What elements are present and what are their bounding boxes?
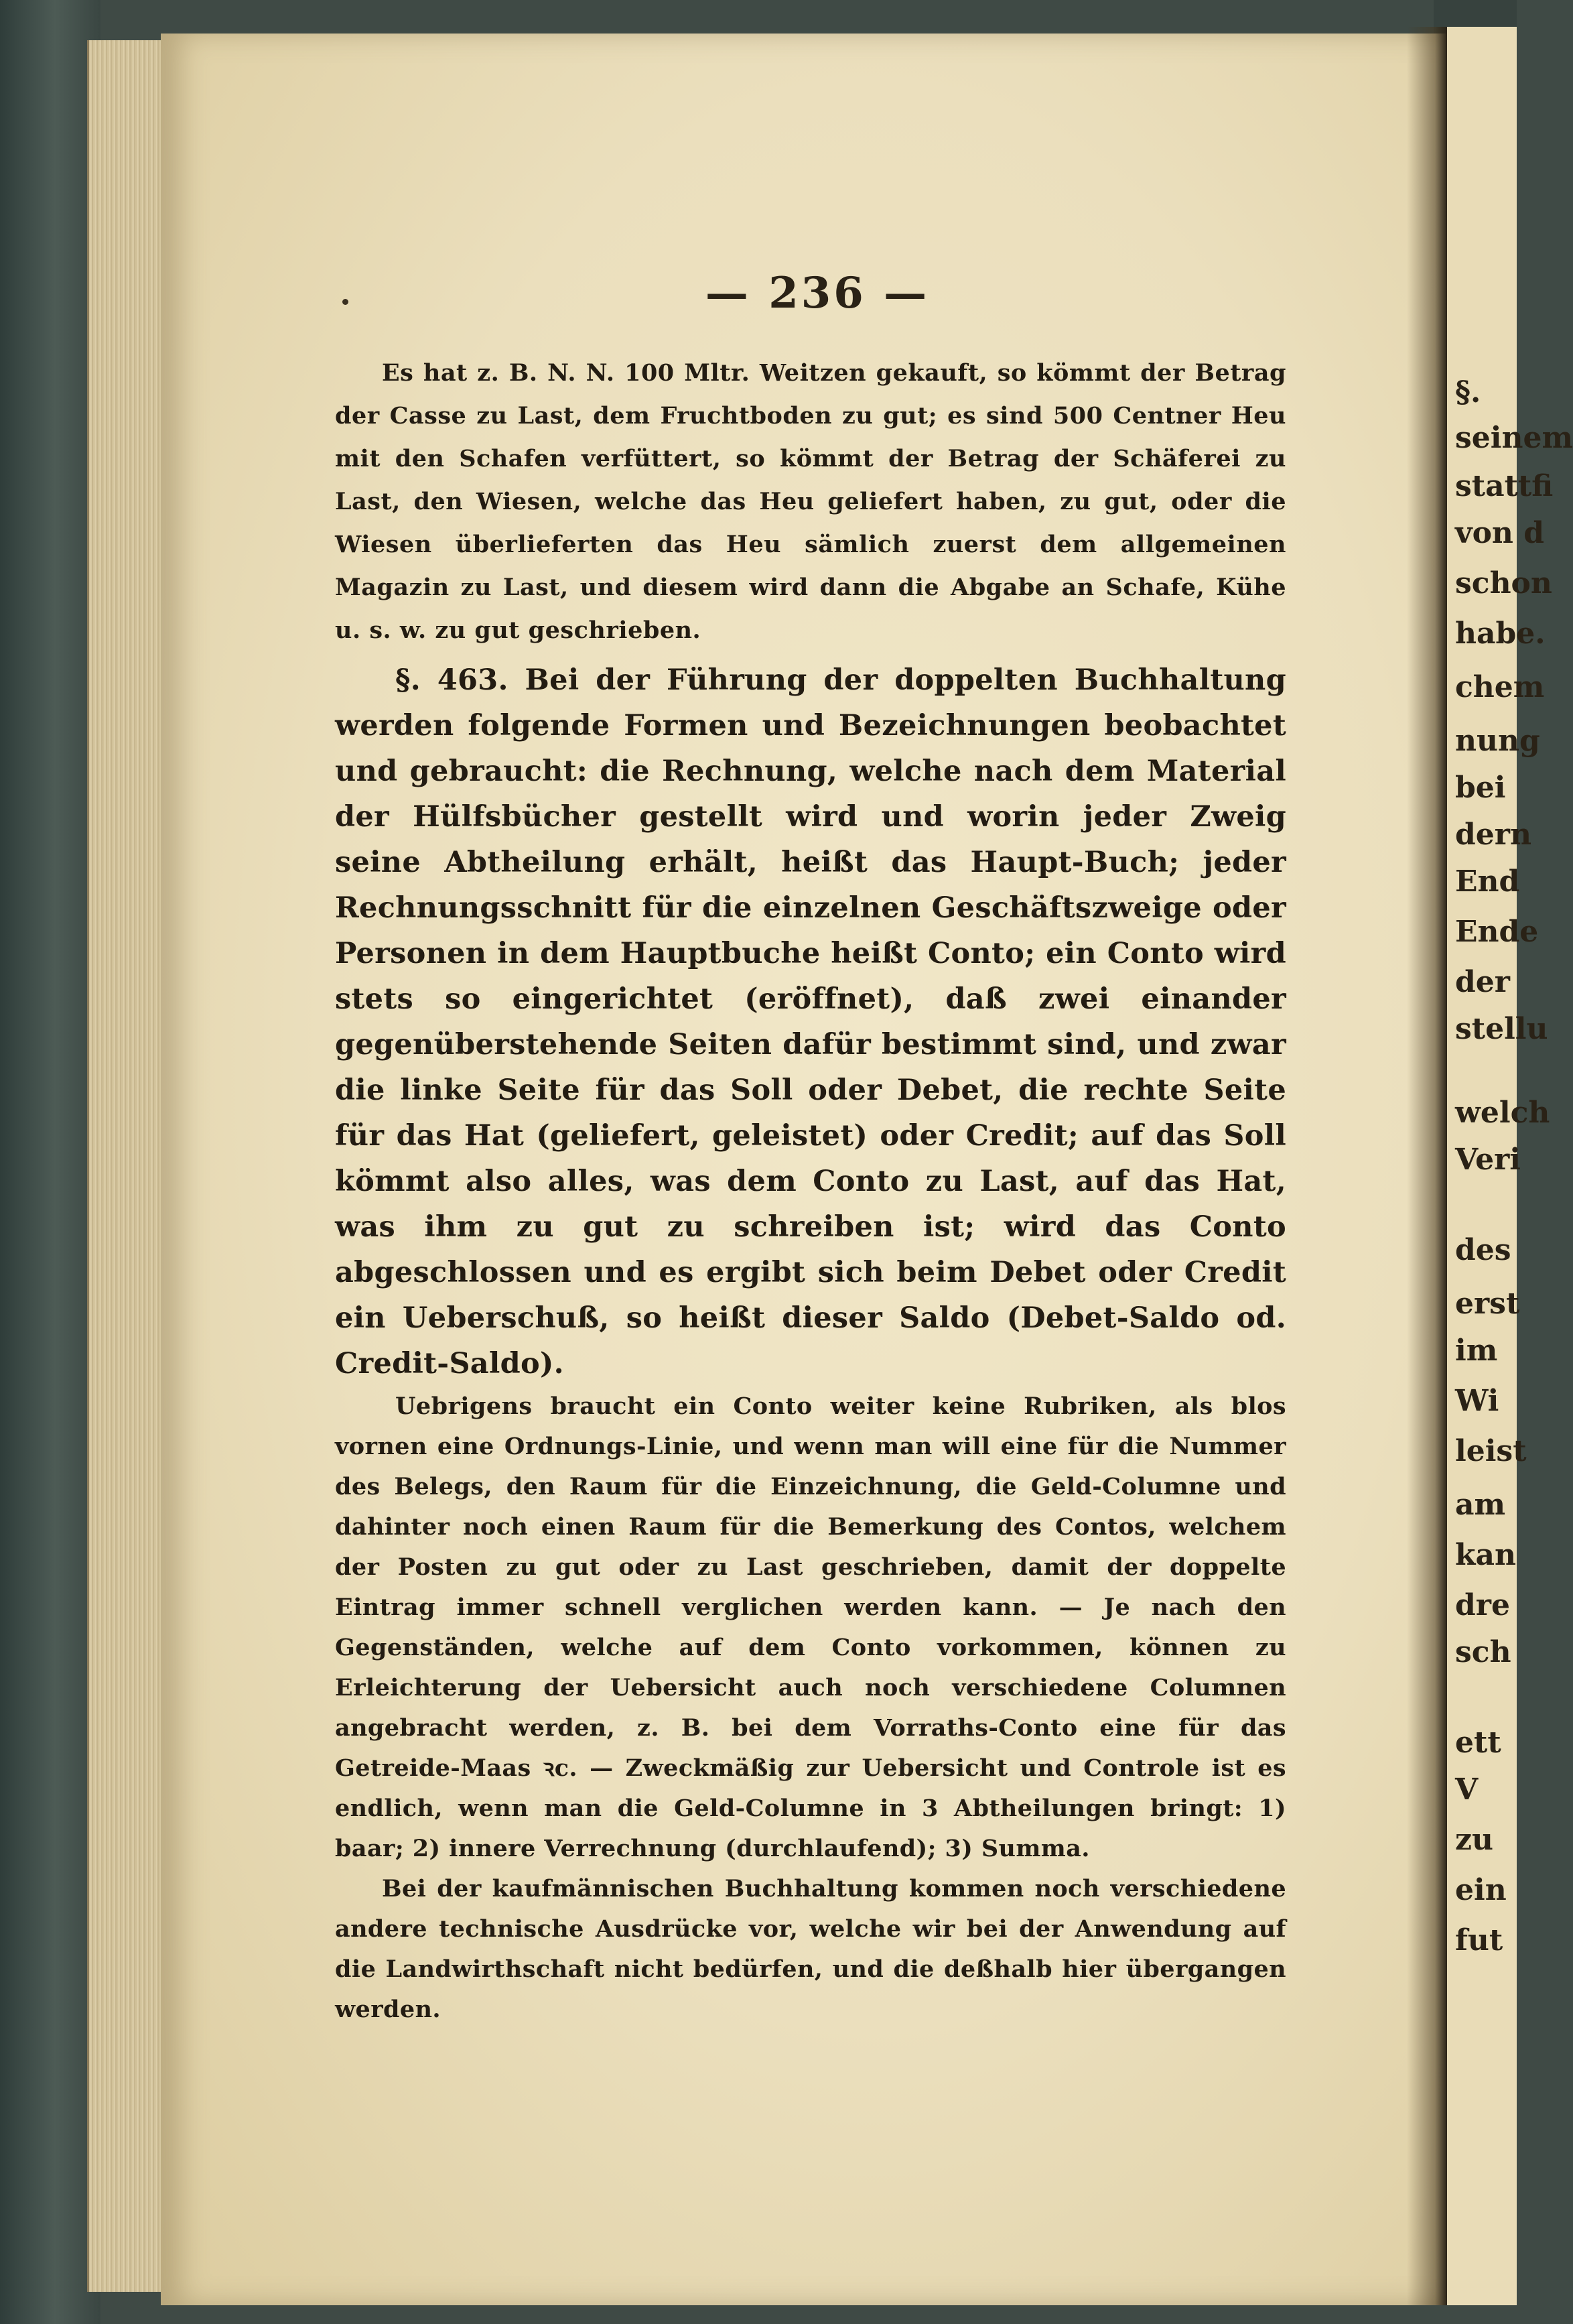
right-fragment: des bbox=[1455, 1233, 1511, 1267]
right-fragment: leist bbox=[1455, 1434, 1527, 1468]
right-fragment: nung bbox=[1455, 724, 1540, 758]
book-gutter bbox=[1407, 27, 1447, 2305]
right-fragment: erst bbox=[1455, 1287, 1520, 1321]
right-fragment: der bbox=[1455, 965, 1510, 999]
right-fragment: §. bbox=[1455, 375, 1481, 409]
right-fragment: ein bbox=[1455, 1873, 1507, 1907]
right-fragment: schon bbox=[1455, 566, 1552, 600]
right-fragment: V bbox=[1455, 1772, 1479, 1807]
right-fragment: im bbox=[1455, 1334, 1498, 1368]
right-fragment: am bbox=[1455, 1488, 1506, 1522]
right-fragment: dre bbox=[1455, 1588, 1510, 1622]
right-fragment: chem bbox=[1455, 670, 1545, 704]
right-fragment: habe. bbox=[1455, 617, 1546, 651]
paragraph-merchant-bookkeeping: Bei der kaufmännischen Buchhaltung kommen noch verschiedene andere technische Ausdrücke vor, welche wir bei der Anwendung auf die Landwirthschaft nicht bedürfen, und die deßhalb hier übergangen werden. bbox=[335, 1875, 1286, 2023]
paragraph-section-463: §. 463. Bei der Führung der doppelten Buchhaltung werden folgende Formen und Bezeichnungen beobachtet und gebraucht: die Rechnung, welche nach dem Material der Hülfsbücher gestellt wird und worin jeder Zweig seine Abtheilung erhält, heißt das Haupt-Buch; jeder Rechnungsschnitt für die einzelnen Geschäftszweige oder Personen in dem Hauptbuche heißt Conto; ein Conto wird stets so eingerichtet (eröffnet), daß zwei einander gegenüberstehende Seiten dafür bestimmt sind, und zwar die linke Seite für das Soll oder Debet, die rechte Seite für das Hat (geliefert, geleistet) oder Credit; auf das Soll kömmt also alles, was dem Conto zu Last, auf das Hat, was ihm zu gut zu schreiben ist; wird das Conto abgeschlossen und es ergibt sich beim Debet oder Credit ein Ueberschuß, so heißt dieser Saldo (Debet-Saldo od. Credit-Saldo). bbox=[335, 663, 1286, 1380]
right-fragment: fut bbox=[1455, 1923, 1503, 1957]
ink-dot bbox=[342, 299, 348, 305]
right-fragment: sch bbox=[1455, 1635, 1511, 1669]
right-fragment: seinem bbox=[1455, 421, 1573, 455]
right-fragment: bei bbox=[1455, 771, 1506, 805]
right-fragment: kan bbox=[1455, 1538, 1516, 1572]
right-fragment: dern bbox=[1455, 818, 1531, 852]
right-fragment: ett bbox=[1455, 1726, 1501, 1760]
page-edges bbox=[87, 40, 169, 2292]
right-fragment: welch bbox=[1455, 1096, 1550, 1130]
book-cover-left bbox=[0, 0, 100, 2324]
right-fragment: von d bbox=[1455, 516, 1544, 550]
right-fragment: Ende bbox=[1455, 915, 1539, 949]
right-fragment: Wi bbox=[1455, 1384, 1499, 1418]
right-page bbox=[1447, 27, 1573, 2305]
right-fragment: stellu bbox=[1455, 1012, 1548, 1046]
main-text bbox=[335, 352, 1286, 2030]
page-number: — 236 — bbox=[705, 268, 930, 318]
right-fragment: Veri bbox=[1455, 1143, 1521, 1177]
paragraph-example: Es hat z. B. N. N. 100 Mltr. Weitzen gekauft, so kömmt der Betrag der Casse zu Last, dem Fruchtboden zu gut; es sind 500 Centner Heu mit den Schafen verfüttert, so kömmt der Betrag der Schäferei zu Last, den Wiesen, welche das Heu geliefert haben, zu gut, oder die Wiesen überlieferten das Heu sämlich zuerst dem allgemeinen Magazin zu Last, und diesem wird dann die Abgabe an Schafe, Kühe u. s. w. zu gut geschrieben. bbox=[335, 359, 1286, 644]
paragraph-conto-columns: Uebrigens braucht ein Conto weiter keine Rubriken, als blos vornen eine Ordnungs-Linie, und wenn man will eine für die Nummer des Belegs, den Raum für die Einzeichnung, die Geld-Columne und dahinter noch einen Raum für die Bemerkung des Contos, welchem der Posten zu gut oder zu Last geschrieben, damit der doppelte Eintrag immer schnell verglichen werden kann. — Je nach den Gegenständen, welche auf dem Conto vorkommen, können zu Erleichterung der Uebersicht auch noch verschiedene Columnen angebracht werden, z. B. bei dem Vorraths-Conto eine für das Getreide-Maas ꝛc. — Zweckmäßig zur Uebersicht und Controle ist es endlich, wenn man die Geld-Columne in 3 Abtheilungen bringt: 1) baar; 2) innere Verrechnung (durchlaufend); 3) Summa. bbox=[335, 1393, 1286, 1862]
right-fragment: zu bbox=[1455, 1823, 1493, 1857]
right-fragment: End bbox=[1455, 864, 1520, 899]
right-fragment: stattfi bbox=[1455, 469, 1554, 503]
